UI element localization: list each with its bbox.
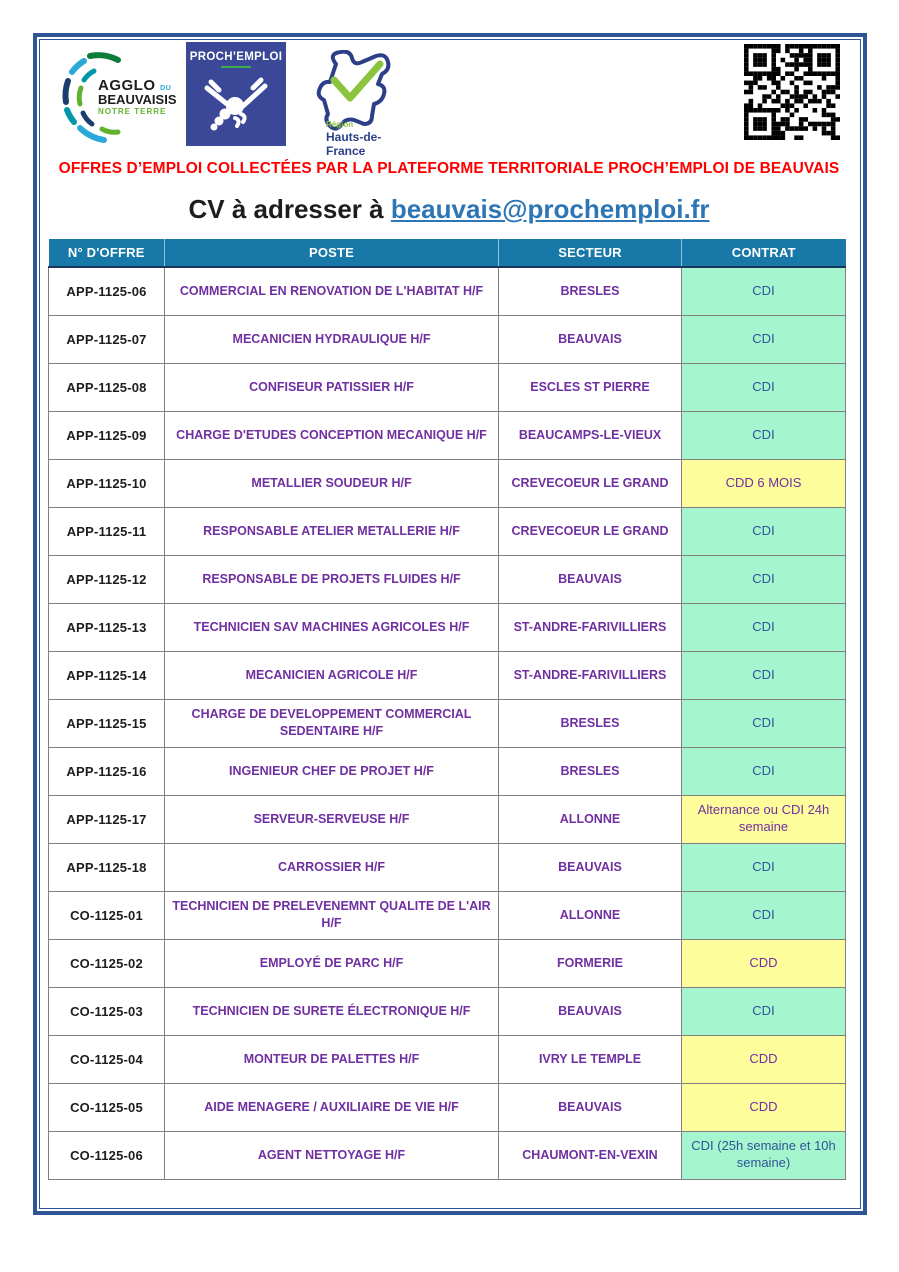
cell-secteur: BRESLES [499, 747, 682, 795]
cell-offer: CO-1125-01 [49, 891, 165, 939]
agglo-beauvaisis-logo [60, 50, 180, 146]
cell-secteur: BRESLES [499, 699, 682, 747]
table-row [49, 747, 846, 795]
cell-secteur: CHAUMONT-EN-VEXIN [499, 1131, 682, 1179]
cell-poste: RESPONSABLE ATELIER METALLERIE H/F [165, 507, 499, 555]
cell-poste: MECANICIEN AGRICOLE H/F [165, 651, 499, 699]
cell-poste: TECHNICIEN SAV MACHINES AGRICOLES H/F [165, 603, 499, 651]
cell-secteur: CREVECOEUR LE GRAND [499, 507, 682, 555]
page-content [46, 42, 852, 1180]
cell-offer: CO-1125-05 [49, 1083, 165, 1131]
cell-contrat: CDI [682, 507, 846, 555]
table-row [49, 267, 846, 315]
page-title: OFFRES D’EMPLOI COLLECTÉES PAR LA PLATEFORME TERRITORIALE PROCH’EMPLOI DE BEAUVAIS [58, 160, 840, 177]
cell-secteur: ST-ANDRE-FARIVILLIERS [499, 603, 682, 651]
prochemploi-logo-title: PROCH’EMPLOI [189, 51, 283, 63]
region-logo-line1: Région [326, 120, 354, 129]
cell-poste: AIDE MENAGERE / AUXILIAIRE DE VIE H/F [165, 1083, 499, 1131]
cell-contrat: CDI [682, 315, 846, 363]
table-row [49, 987, 846, 1035]
cell-poste: TECHNICIEN DE SURETE ÉLECTRONIQUE H/F [165, 987, 499, 1035]
cv-instruction-text: CV à adresser à [188, 194, 391, 224]
cell-poste: CONFISEUR PATISSIER H/F [165, 363, 499, 411]
cell-poste: INGENIEUR CHEF DE PROJET H/F [165, 747, 499, 795]
cell-contrat: CDI [682, 891, 846, 939]
prochemploi-logo [186, 42, 286, 146]
cell-poste: CARROSSIER H/F [165, 843, 499, 891]
table-header-row [49, 239, 846, 267]
cell-offer: APP-1125-17 [49, 795, 165, 843]
cell-contrat: CDI [682, 267, 846, 315]
cell-secteur: BEAUVAIS [499, 987, 682, 1035]
qr-code [744, 44, 840, 140]
table-row [49, 1035, 846, 1083]
cell-offer: CO-1125-04 [49, 1035, 165, 1083]
cell-secteur: ESCLES ST PIERRE [499, 363, 682, 411]
cell-contrat: CDI [682, 843, 846, 891]
cell-poste: EMPLOYÉ DE PARC H/F [165, 939, 499, 987]
table-row [49, 795, 846, 843]
region-logo-line2: Hauts-de-France [326, 130, 382, 158]
cell-offer: CO-1125-03 [49, 987, 165, 1035]
cell-contrat: CDI [682, 411, 846, 459]
table-row [49, 843, 846, 891]
cell-contrat: CDD [682, 1083, 846, 1131]
cell-offer: APP-1125-12 [49, 555, 165, 603]
table-row [49, 891, 846, 939]
cell-offer: CO-1125-02 [49, 939, 165, 987]
cell-secteur: ALLONNE [499, 795, 682, 843]
cell-offer: APP-1125-15 [49, 699, 165, 747]
cell-poste: RESPONSABLE DE PROJETS FLUIDES H/F [165, 555, 499, 603]
email-link[interactable]: beauvais@prochemploi.fr [390, 194, 710, 224]
cell-contrat: CDD 6 MOIS [682, 459, 846, 507]
cell-contrat: CDD [682, 939, 846, 987]
cell-secteur: BEAUCAMPS-LE-VIEUX [499, 411, 682, 459]
cell-poste: CHARGE DE DEVELOPPEMENT COMMERCIAL SEDENTAIRE H/F [165, 699, 499, 747]
table-row [49, 651, 846, 699]
cell-secteur: BEAUVAIS [499, 843, 682, 891]
table-row [49, 411, 846, 459]
table-row [49, 699, 846, 747]
column-header-contrat: CONTRAT [682, 239, 846, 267]
handshake-icon [186, 74, 286, 139]
column-header-poste: POSTE [165, 239, 499, 267]
cell-contrat: CDI [682, 747, 846, 795]
cell-poste: METALLIER SOUDEUR H/F [165, 459, 499, 507]
region-hauts-de-france-logo [298, 50, 408, 158]
cell-poste: CHARGE D'ETUDES CONCEPTION MECANIQUE H/F [165, 411, 499, 459]
table-row [49, 507, 846, 555]
cell-offer: CO-1125-06 [49, 1131, 165, 1179]
cell-secteur: BEAUVAIS [499, 315, 682, 363]
cell-offer: APP-1125-16 [49, 747, 165, 795]
cell-offer: APP-1125-10 [49, 459, 165, 507]
cell-contrat: Alternance ou CDI 24h semaine [682, 795, 846, 843]
column-header-secteur: SECTEUR [499, 239, 682, 267]
table-row [49, 1131, 846, 1179]
cell-secteur: FORMERIE [499, 939, 682, 987]
cell-offer: APP-1125-06 [49, 267, 165, 315]
cell-contrat: CDI [682, 555, 846, 603]
cell-secteur: ST-ANDRE-FARIVILLIERS [499, 651, 682, 699]
cell-secteur: BEAUVAIS [499, 1083, 682, 1131]
cell-contrat: CDI [682, 363, 846, 411]
offers-table [48, 239, 846, 1180]
table-row [49, 459, 846, 507]
table-row [49, 939, 846, 987]
cell-offer: APP-1125-13 [49, 603, 165, 651]
table-row [49, 555, 846, 603]
cell-secteur: BEAUVAIS [499, 555, 682, 603]
cv-instruction [46, 194, 852, 225]
cell-contrat: CDD [682, 1035, 846, 1083]
cell-poste: TECHNICIEN DE PRELEVENEMNT QUALITE DE L'AIR H/F [165, 891, 499, 939]
cell-secteur: CREVECOEUR LE GRAND [499, 459, 682, 507]
cell-poste: MONTEUR DE PALETTES H/F [165, 1035, 499, 1083]
cell-offer: APP-1125-18 [49, 843, 165, 891]
cell-secteur: IVRY LE TEMPLE [499, 1035, 682, 1083]
cell-poste: MECANICIEN HYDRAULIQUE H/F [165, 315, 499, 363]
column-header-offer: N° D'OFFRE [49, 239, 165, 267]
cell-offer: APP-1125-08 [49, 363, 165, 411]
cell-contrat: CDI [682, 699, 846, 747]
table-row [49, 315, 846, 363]
offers-table-body [49, 267, 846, 1179]
table-row [49, 603, 846, 651]
cell-secteur: BRESLES [499, 267, 682, 315]
cell-offer: APP-1125-11 [49, 507, 165, 555]
cell-poste: SERVEUR-SERVEUSE H/F [165, 795, 499, 843]
prochemploi-logo-rule [221, 66, 251, 68]
cell-contrat: CDI [682, 987, 846, 1035]
cell-contrat: CDI [682, 603, 846, 651]
table-row [49, 1083, 846, 1131]
cell-offer: APP-1125-07 [49, 315, 165, 363]
cell-offer: APP-1125-14 [49, 651, 165, 699]
cell-secteur: ALLONNE [499, 891, 682, 939]
agglo-logo-text: AGGLO DU BEAUVAISIS NOTRE TERRE [98, 77, 177, 116]
cell-contrat: CDI (25h semaine et 10h semaine) [682, 1131, 846, 1179]
header-logos [46, 42, 852, 158]
cell-offer: APP-1125-09 [49, 411, 165, 459]
cell-contrat: CDI [682, 651, 846, 699]
cell-poste: AGENT NETTOYAGE H/F [165, 1131, 499, 1179]
table-row [49, 363, 846, 411]
cell-poste: COMMERCIAL EN RENOVATION DE L'HABITAT H/F [165, 267, 499, 315]
